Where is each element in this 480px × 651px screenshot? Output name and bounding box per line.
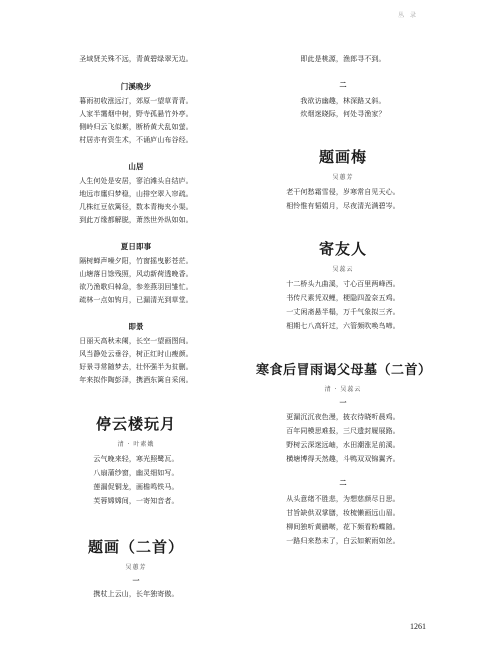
- poem-line: 炊烟迷晓际，何处寻渔家？: [300, 110, 386, 118]
- poem-line: 百年同模思难报，三尺遗封履展路。: [286, 427, 400, 435]
- poem-line: 疏林一点如钩月，已漏清光到草堂。: [79, 296, 193, 304]
- section-number: 一: [339, 398, 347, 407]
- poem-line: 野树云深迷远岫，水田潮涨足前溪。: [286, 441, 400, 449]
- poem-line: 山塘落日馀残照，风动新荷透晚香。: [79, 270, 193, 278]
- poem-line: 村居亦有资生术，不诵庐山布谷经。: [79, 136, 193, 144]
- poem-line: 側岭归云飞似絮，断桥黄犬乱如萤。: [79, 123, 193, 131]
- poem-heading: 寒食后冒雨谒父母墓（二首）: [256, 363, 432, 378]
- poem-author: 清 · 叶素娥: [117, 441, 155, 448]
- poem-heading: 题画（二首）: [87, 538, 184, 556]
- poem-line: 暮雨初收涨远汀，郊原一望草青青。: [79, 97, 193, 105]
- poem-title: 门溪晚步: [120, 82, 152, 91]
- poem-line: 相怜惟有韬娟月，尽夜清光满碧岑。: [286, 202, 400, 210]
- poem-line: 几株红豆依篱径，数本青梅夹小渠。: [79, 203, 193, 211]
- poem-line: 云气晚来轻，寒光照鹭瓦。: [93, 455, 179, 463]
- poem-line: 欲乃渔歌归棹急，参差燕羽回雏忙。: [79, 283, 193, 291]
- poem-line: 甘旨缺供双掌膳，妆梳懒画远山眉。: [286, 509, 400, 517]
- poem-line: 年来拟作陶彭泽，携酒东篱自采闲。: [79, 376, 193, 384]
- poem-title: 即景: [128, 322, 144, 331]
- poem-line: 柳间独听黄鹂啭，花下频看粉蝶随。: [286, 523, 400, 531]
- poem-line: 莲漏促铜龙，画檐鸣铁马。: [93, 483, 179, 491]
- poem-line: 从头意绪不胜悲，为想慈颜尽日思。: [286, 495, 400, 503]
- poem-heading: 停云楼玩月: [95, 415, 176, 433]
- poem-author: 吴蕊云: [332, 266, 354, 273]
- poem-title: 山居: [128, 162, 144, 171]
- poem-line: 更漏沉沉夜色漫，披衣待晓听晨鸡。: [286, 413, 400, 421]
- poem-line: 好景寻常随梦去，壮怀强半为贫删。: [79, 363, 193, 371]
- page-number: 1261: [410, 622, 426, 631]
- poem-heading: 寄友人: [318, 240, 367, 258]
- poem-line: 日丽天高秋未阑，长空一望画图间。: [79, 337, 193, 345]
- poem-line: 携杖上云山，长年独寄傲。: [93, 590, 179, 598]
- poem-author: 吴蕙芳: [125, 564, 147, 571]
- poem-line: 书传尺素凭双鲤，梗隐四盈奈五鸡。: [286, 294, 400, 302]
- continuation-line: 圣域贤关殊不远，青黄碧绿翠无边。: [79, 55, 193, 63]
- poem-line: 人生何处是安居，寥泊滩头自结庐。: [79, 177, 193, 185]
- poem-line: 人家半霭烟中树，野寺孤悬竹外亭。: [79, 110, 193, 118]
- section-number: 二: [339, 478, 347, 487]
- poem-line: 一路归来愁未了，白云如絮雨如丝。: [286, 537, 400, 545]
- poem-line: 横塘博得天然趣，斗鸭双双锦翼齐。: [286, 455, 400, 463]
- poem-heading: 题画梅: [318, 148, 367, 166]
- poem-title: 夏日即事: [120, 242, 152, 251]
- poem-line: 到此万缘都解脱，萧然世外纵如如。: [79, 216, 193, 224]
- poem-line: 一丈闲斋悬半榻，万千气象拟三齐。: [286, 308, 400, 316]
- continuation-line: 即此是桃源，渔郎寻不到。: [300, 55, 386, 63]
- poem-line: 八扇蒲纱窗，幽灵细如写。: [93, 469, 179, 477]
- poem-line: 隔树蝉声噪夕阳，竹窗摇曳影苍茫。: [79, 257, 193, 265]
- poem-line: 我欲访幽趣，林深路又斜。: [300, 97, 386, 105]
- running-header: 丛 录: [398, 12, 418, 19]
- section-number: 一: [132, 576, 140, 585]
- poem-line: 地远市廛归梦稳，山排空翠入帘疏。: [79, 190, 193, 198]
- poem-author: 清 · 吴蕊云: [324, 386, 362, 393]
- poem-line: 十二桥头九曲溪，寸心百里两峰西。: [286, 280, 400, 288]
- poem-line: 风当静处云垂谷，树正红时山瘦颜。: [79, 350, 193, 358]
- poem-line: 相期七八高轩过，六管频吹唤鸟啼。: [286, 322, 400, 330]
- poem-line: 芙蓉嫦嫦间，一寄知音者。: [93, 497, 179, 505]
- section-number: 二: [339, 80, 347, 89]
- poem-author: 吴蕙芳: [332, 174, 354, 181]
- poem-line: 老干何愁霜雪侵，岁寒常自见天心。: [286, 188, 400, 196]
